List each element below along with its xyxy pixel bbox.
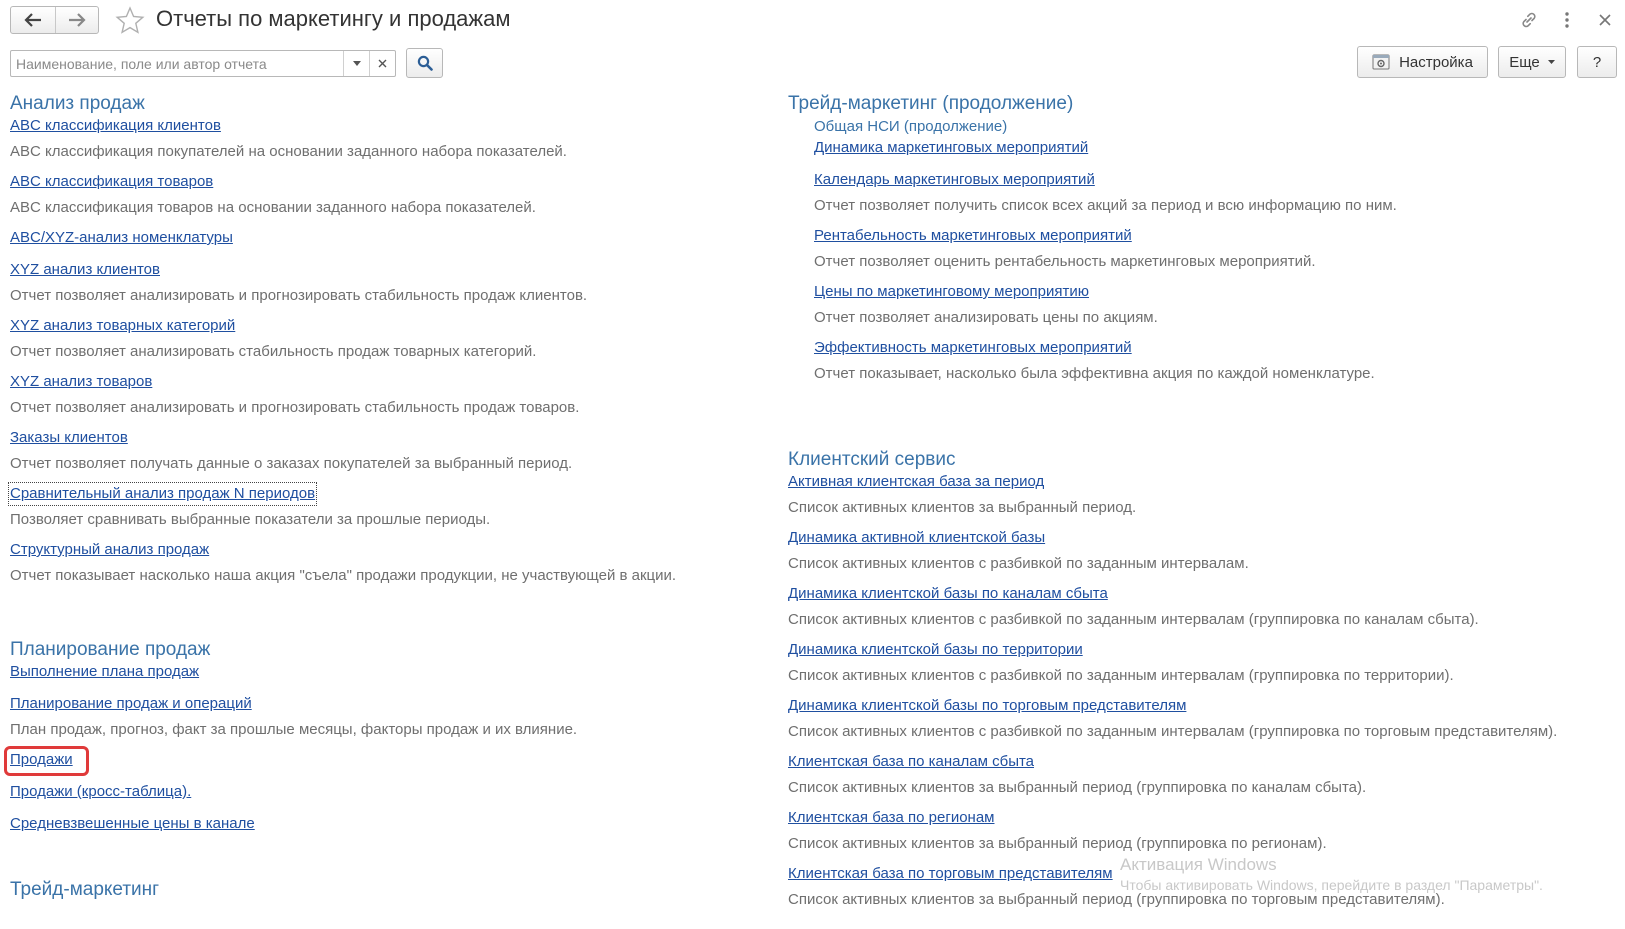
menu-button[interactable]	[1557, 10, 1577, 30]
report-link[interactable]: XYZ анализ клиентов	[10, 261, 160, 278]
report-link[interactable]: Эффективность маркетинговых мероприятий	[814, 339, 1132, 356]
report-link[interactable]: Цены по маркетинговому мероприятию	[814, 283, 1089, 300]
report-link[interactable]: Динамика клиентской базы по торговым представителям	[788, 697, 1187, 714]
report-description: Отчет показывает насколько наша акция "съела" продажи продукции, не участвующей в акции.	[10, 567, 677, 584]
report-description: Список активных клиентов за выбранный период.	[788, 499, 1137, 516]
arrow-right-icon	[68, 13, 86, 27]
report-description: Список активных клиентов с разбивкой по заданным интервалам (группировка по территории).	[788, 667, 1454, 684]
star-icon	[115, 6, 145, 36]
report-description: Отчет позволяет получить список всех акций за период и всю информацию по ним.	[814, 197, 1397, 214]
section-title: Анализ продаж	[10, 93, 145, 114]
report-link[interactable]: XYZ анализ товарных категорий	[10, 317, 236, 334]
section-client-service	[788, 448, 1618, 910]
report-description: Отчет позволяет оценить рентабельность маркетинговых мероприятий.	[814, 253, 1316, 270]
report-link[interactable]: Динамика активной клиентской базы	[788, 529, 1046, 546]
settings-button[interactable]	[1357, 46, 1488, 78]
report-description: Отчет позволяет получать данные о заказах покупателей за выбранный период.	[10, 455, 573, 472]
report-description: Список активных клиентов с разбивкой по заданным интервалам.	[788, 555, 1249, 572]
report-description: Список активных клиентов за выбранный период (группировка по регионам).	[788, 835, 1327, 852]
report-link-sales[interactable]: Продажи	[10, 751, 73, 768]
chevron-down-icon	[1548, 60, 1555, 64]
section-title: Клиентский сервис	[788, 449, 956, 470]
link-button[interactable]	[1519, 10, 1539, 30]
section-title: Трейд-маркетинг (продолжение)	[788, 93, 1074, 114]
report-link[interactable]: ABC/XYZ-анализ номенклатуры	[10, 229, 233, 246]
navigation-buttons	[10, 6, 99, 34]
report-link[interactable]: ABC классификация клиентов	[10, 117, 221, 134]
report-description: Отчет позволяет анализировать и прогнозировать стабильность продаж товаров.	[10, 399, 580, 416]
report-link[interactable]: Календарь маркетинговых мероприятий	[814, 171, 1095, 188]
forward-button[interactable]	[55, 7, 99, 33]
search-button[interactable]	[406, 48, 443, 78]
report-link[interactable]: Структурный анализ продаж	[10, 541, 210, 558]
back-button[interactable]	[11, 7, 55, 33]
report-description: Позволяет сравнивать выбранные показатели за прошлые периоды.	[10, 511, 491, 528]
report-description: Список активных клиентов с разбивкой по заданным интервалам (группировка по торговым представителям).	[788, 723, 1558, 740]
section-sales-analysis	[10, 92, 770, 586]
arrow-left-icon	[24, 13, 42, 27]
search-icon	[417, 55, 433, 71]
report-link[interactable]: XYZ анализ товаров	[10, 373, 153, 390]
highlight-frame	[4, 746, 89, 776]
report-link[interactable]: Заказы клиентов	[10, 429, 128, 446]
settings-icon	[1372, 54, 1390, 70]
report-link[interactable]: Продажи (кросс-таблица).	[10, 783, 192, 800]
settings-label: Настройка	[1399, 53, 1473, 71]
more-button[interactable]	[1498, 46, 1566, 78]
close-icon	[1599, 14, 1611, 26]
windows-activation-title: Активация Windows	[1120, 855, 1277, 874]
search-box	[10, 50, 396, 77]
report-link[interactable]: Динамика клиентской базы по каналам сбыта	[788, 585, 1108, 602]
report-link[interactable]: Динамика клиентской базы по территории	[788, 641, 1083, 658]
report-description: План продаж, прогноз, факт за прошлые месяцы, факторы продаж и их влияние.	[10, 721, 578, 738]
report-link[interactable]: Активная клиентская база за период	[788, 473, 1045, 490]
section-title: Трейд-маркетинг	[10, 879, 160, 900]
search-clear-button[interactable]	[369, 51, 395, 76]
section-trade-marketing-continued	[788, 92, 1618, 384]
report-link[interactable]: Клиентская база по торговым представителям	[788, 865, 1113, 882]
clear-icon	[378, 59, 387, 68]
help-button[interactable]: ?	[1577, 46, 1617, 78]
report-link[interactable]: Планирование продаж и операций	[10, 695, 252, 712]
report-description: Отчет позволяет анализировать цены по акциям.	[814, 309, 1158, 326]
link-icon	[1519, 10, 1539, 30]
right-column	[788, 92, 1618, 920]
left-column	[10, 92, 770, 902]
report-link-focused[interactable]: Сравнительный анализ продаж N периодов	[10, 485, 316, 502]
chevron-down-icon	[353, 61, 361, 66]
section-title: Планирование продаж	[10, 639, 211, 660]
report-description: Отчет позволяет анализировать стабильность продаж товарных категорий.	[10, 343, 537, 360]
search-dropdown-button[interactable]	[343, 51, 369, 76]
report-link[interactable]: Выполнение плана продаж	[10, 663, 200, 680]
top-bar	[0, 0, 1625, 44]
report-description: ABC классификация покупателей на основании заданного набора показателей.	[10, 143, 567, 160]
report-description: Отчет позволяет анализировать и прогнозировать стабильность продаж клиентов.	[10, 287, 588, 304]
kebab-menu-icon	[1564, 11, 1570, 29]
report-link[interactable]: ABC классификация товаров	[10, 173, 214, 190]
report-description: ABC классификация товаров на основании заданного набора показателей.	[10, 199, 536, 216]
favorite-button[interactable]	[115, 6, 145, 36]
report-description: Список активных клиентов с разбивкой по заданным интервалам (группировка по каналам сбыта).	[788, 611, 1479, 628]
report-description: Список активных клиентов за выбранный период (группировка по торговым представителям).	[788, 891, 1445, 908]
more-label: Еще	[1509, 53, 1540, 71]
report-link[interactable]: Динамика маркетинговых мероприятий	[814, 139, 1089, 156]
windows-activation-text: Чтобы активировать Windows, перейдите в раздел "Параметры".	[1120, 877, 1543, 893]
subsection-title: Общая НСИ (продолжение)	[814, 118, 1008, 135]
report-description: Список активных клиентов за выбранный период (группировка по каналам сбыта).	[788, 779, 1367, 796]
close-button[interactable]	[1595, 10, 1615, 30]
report-link[interactable]: Клиентская база по каналам сбыта	[788, 753, 1035, 770]
report-description: Отчет показывает, насколько была эффективна акция по каждой номенклатуре.	[814, 365, 1375, 382]
page-title: Отчеты по маркетингу и продажам	[156, 6, 511, 31]
section-sales-planning	[10, 638, 770, 834]
report-link[interactable]: Средневзвешенные цены в канале	[10, 815, 255, 832]
search-input[interactable]	[11, 51, 343, 76]
window-controls	[1519, 10, 1615, 30]
report-link[interactable]: Рентабельность маркетинговых мероприятий	[814, 227, 1132, 244]
report-link[interactable]: Клиентская база по регионам	[788, 809, 995, 826]
